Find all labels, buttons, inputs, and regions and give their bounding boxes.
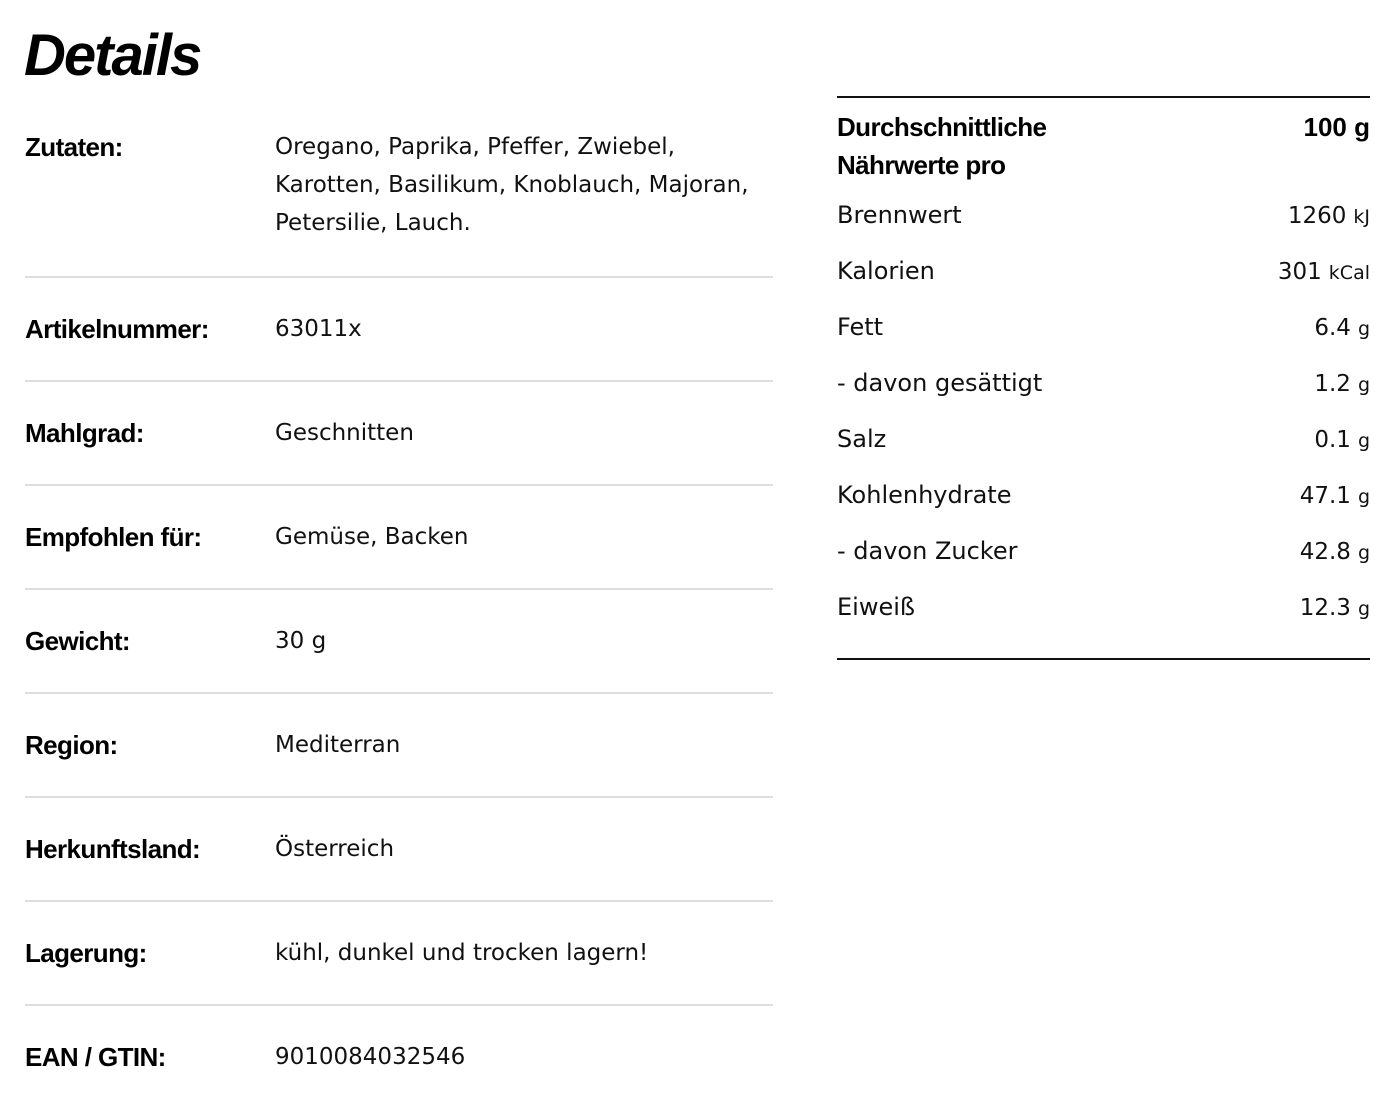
- nutrient-amount: [1300, 533, 1370, 572]
- detail-label: Artikelnummer:: [25, 314, 209, 344]
- detail-value: Oregano, Paprika, Pfeffer, Zwiebel, Karotten, Basilikum, Knoblauch, Majoran, Petersilie, Lauch.: [275, 134, 749, 236]
- nutrient-value: 47.1: [1299, 483, 1351, 509]
- nutrient-unit: kCal: [1328, 262, 1370, 284]
- nutrient-unit: g: [1357, 542, 1370, 564]
- nutrient-value: 42.8: [1299, 539, 1351, 565]
- detail-label: Region:: [25, 730, 118, 760]
- detail-row-lagerung: [25, 902, 773, 1006]
- detail-label: Lagerung:: [25, 938, 147, 968]
- nutrition-row-eiweiss: [837, 588, 1370, 644]
- details-table: [25, 96, 773, 1108]
- nutrient-value: 6.4: [1314, 315, 1351, 341]
- detail-value: 9010084032546: [275, 1044, 466, 1070]
- nutrient-amount: [1314, 365, 1370, 404]
- detail-label: Mahlgrad:: [25, 418, 144, 448]
- detail-row-region: [25, 694, 773, 798]
- detail-label: Herkunftsland:: [25, 834, 201, 864]
- nutrient-name: - davon Zucker: [837, 537, 1018, 565]
- detail-value: Mediterran: [275, 732, 401, 758]
- detail-row-herkunftsland: [25, 798, 773, 902]
- detail-row-mahlgrad: [25, 382, 773, 486]
- nutrient-amount: [1288, 197, 1370, 236]
- nutrition-row-kohlenhydrate: [837, 476, 1370, 532]
- nutrition-row-brennwert: [837, 196, 1370, 252]
- nutrition-header-label: Durchschnittliche Nährwerte pro: [837, 112, 1047, 180]
- detail-value: 63011x: [275, 316, 362, 342]
- nutrient-unit: g: [1357, 486, 1370, 508]
- nutrient-amount: [1300, 477, 1370, 516]
- detail-value: kühl, dunkel und trocken lagern!: [275, 940, 649, 966]
- detail-value: Geschnitten: [275, 420, 414, 446]
- detail-row-zutaten: [25, 96, 773, 278]
- nutrient-amount: [1314, 309, 1370, 348]
- nutrition-row-salz: [837, 420, 1370, 476]
- detail-label: EAN / GTIN:: [25, 1042, 166, 1072]
- nutrition-header-amount: 100 g: [1303, 112, 1370, 142]
- detail-value: 30 g: [275, 628, 327, 654]
- page-title: Details: [24, 23, 201, 88]
- nutrient-unit: g: [1357, 374, 1370, 396]
- nutrient-unit: g: [1357, 430, 1370, 452]
- nutrient-name: - davon gesättigt: [837, 369, 1043, 397]
- nutrient-name: Kalorien: [837, 257, 935, 285]
- nutrient-name: Brennwert: [837, 201, 962, 229]
- detail-value: Gemüse, Backen: [275, 524, 469, 550]
- detail-row-gewicht: [25, 590, 773, 694]
- detail-label: Empfohlen für:: [25, 522, 202, 552]
- detail-row-ean: [25, 1006, 773, 1108]
- nutrient-amount: [1300, 589, 1370, 628]
- detail-label: Gewicht:: [25, 626, 130, 656]
- nutrition-row-kalorien: [837, 252, 1370, 308]
- nutrient-value: 1260: [1287, 203, 1347, 229]
- nutrition-row-fett: [837, 308, 1370, 364]
- detail-label: Zutaten:: [25, 132, 123, 162]
- nutrition-table: [837, 96, 1370, 660]
- nutrition-row-gesaettigt: [837, 364, 1370, 420]
- nutrient-name: Salz: [837, 425, 887, 453]
- nutrient-value: 301: [1277, 259, 1322, 285]
- nutrition-row-zucker: [837, 532, 1370, 588]
- nutrient-value: 0.1: [1314, 427, 1351, 453]
- nutrient-name: Fett: [837, 313, 884, 341]
- nutrient-unit: g: [1357, 318, 1370, 340]
- nutrient-value: 1.2: [1314, 371, 1351, 397]
- nutrition-header: [837, 98, 1370, 196]
- detail-row-artikelnummer: [25, 278, 773, 382]
- detail-value: Österreich: [275, 836, 395, 862]
- nutrient-value: 12.3: [1299, 595, 1351, 621]
- detail-row-empfohlen: [25, 486, 773, 590]
- nutrient-unit: kJ: [1353, 206, 1370, 228]
- nutrient-amount: [1278, 253, 1370, 292]
- nutrient-amount: [1314, 421, 1370, 460]
- nutrient-name: Kohlenhydrate: [837, 481, 1012, 509]
- nutrient-name: Eiweiß: [837, 593, 916, 621]
- nutrient-unit: g: [1357, 598, 1370, 620]
